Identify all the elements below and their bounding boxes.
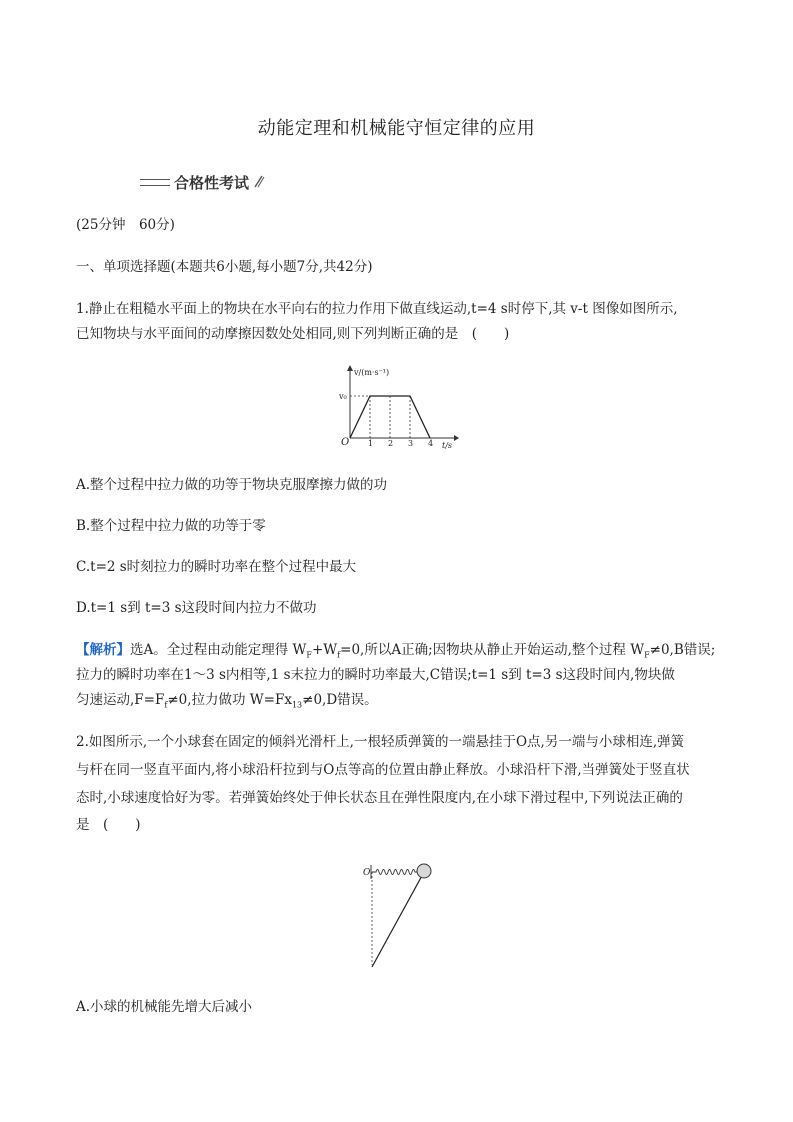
section-heading	[140, 172, 265, 193]
x-tick-2: 2	[388, 439, 394, 448]
x-axis-label: t/s	[442, 441, 453, 450]
q1-vt-graph	[330, 364, 460, 450]
q1-option-b: B.整个过程中拉力做的功等于零	[76, 518, 266, 534]
analysis-subscript: 13	[291, 700, 303, 710]
section-label: 合格性考试	[174, 174, 250, 192]
analysis-text: ≠0,拉力做功 W=Fx	[167, 692, 292, 708]
x-tick-4: 4	[428, 439, 434, 448]
page-title: 动能定理和机械能守恒定律的应用	[257, 118, 536, 139]
analysis-subscript: F	[306, 650, 312, 660]
y-axis-label: v/(m·s⁻¹)	[354, 368, 390, 377]
x-tick-1: 1	[368, 439, 374, 448]
part-heading: 一、单项选择题(本题共6小题,每小题7分,共42分)	[76, 259, 373, 275]
x-tick-3: 3	[408, 439, 414, 448]
q2-stem-line3: 态时,小球速度恰好为零。若弹簧始终处于伸长状态且在弹性限度内,在小球下滑过程中,下列说法正确的	[76, 790, 683, 806]
decorative-rule	[140, 179, 170, 186]
analysis-text: 选A。全过程由动能定理得 W	[130, 642, 307, 658]
analysis-text: ≠0,D错误。	[302, 692, 378, 708]
x-axis-arrow	[454, 435, 459, 441]
analysis-text: 匀速运动,F=F	[76, 692, 165, 708]
q1-option-d: D.t=1 s到 t=3 s这段时间内拉力不做功	[76, 600, 317, 616]
q1-stem-line2: 已知物块与水平面间的动摩擦因数处处相同,则下列判断正确的是 ( )	[76, 326, 510, 342]
analysis-subscript: f	[337, 650, 341, 660]
v0-tick-label: v₀	[339, 392, 347, 401]
pencil-icon	[253, 174, 265, 192]
y-axis-arrow	[347, 365, 353, 371]
q2-stem-line4: 是 ( )	[76, 817, 141, 833]
inclined-rod	[372, 872, 424, 967]
q2-stem-line1: 2.如图所示,一个小球套在固定的倾斜光滑杆上,一根轻质弹簧的一端悬挂于O点,另一端与小球相连,弹簧	[76, 734, 685, 750]
analysis-text: =0,所以A正确;因物块从静止开始运动,整个过程 W	[340, 642, 645, 658]
q2-stem-line2: 与杆在同一竖直平面内,将小球沿杆拉到与O点等高的位置由静止释放。小球沿杆下滑,当弹簧处于竖直状	[76, 762, 690, 778]
q1-option-a: A.整个过程中拉力做的功等于物块克服摩擦力做的功	[76, 477, 388, 493]
analysis-subscript: F	[644, 650, 650, 660]
q1-analysis-line3	[76, 691, 378, 715]
q1-option-c: C.t=2 s时刻拉力的瞬时功率在整个过程中最大	[76, 559, 357, 575]
analysis-subscript: f	[164, 700, 168, 710]
time-info: (25分钟 60分)	[76, 217, 175, 233]
analysis-tag: 【解析】	[76, 642, 130, 658]
ball	[417, 864, 431, 878]
q1-stem-line1: 1.静止在粗糙水平面上的物块在水平向右的拉力作用下做直线运动,t=4 s时停下,其 v-t 图像如图所示,	[76, 301, 678, 317]
spring	[372, 870, 418, 875]
q1-analysis-line1	[76, 641, 715, 665]
q1-analysis-line2: 拉力的瞬时功率在1～3 s内相等,1 s末拉力的瞬时功率最大,C错误;t=1 s到 t=3 s这段时间内,物块做	[76, 667, 675, 683]
q2-spring-figure	[360, 855, 440, 970]
point-o-label: O	[363, 868, 371, 878]
origin-label: O	[341, 437, 350, 448]
q2-option-a: A.小球的机械能先增大后减小	[76, 999, 253, 1015]
analysis-text: ≠0,B错误;	[649, 642, 716, 658]
analysis-text: +W	[311, 642, 338, 658]
